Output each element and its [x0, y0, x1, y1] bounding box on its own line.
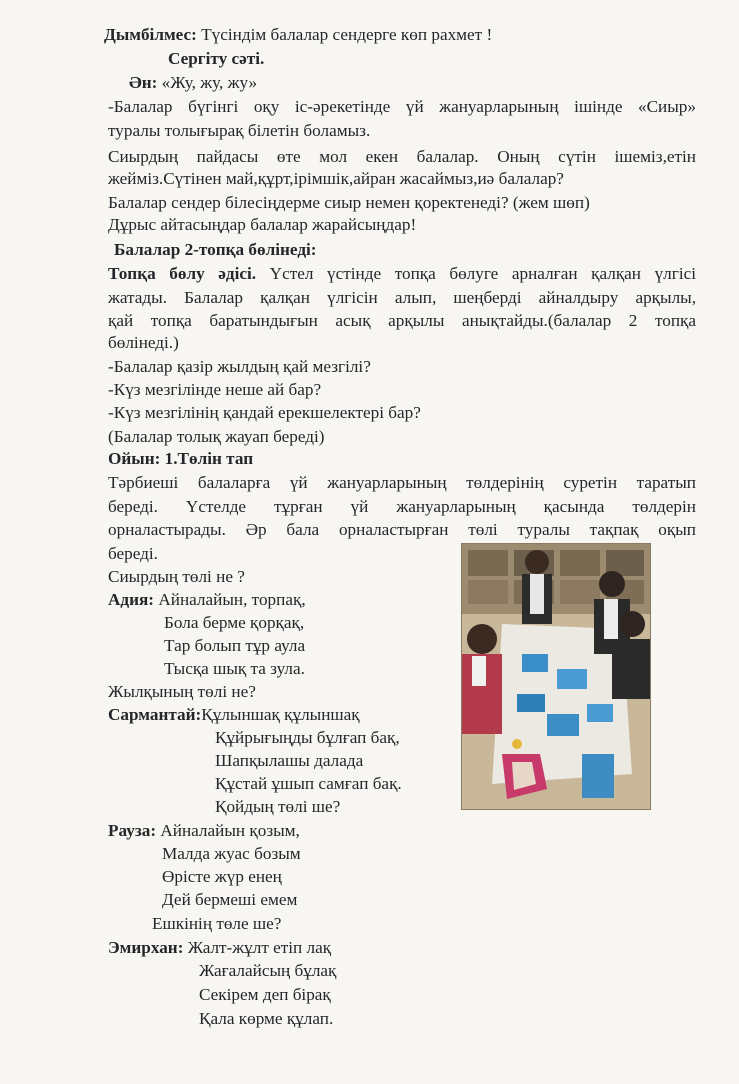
- poem-line: Қала көрме құлап.: [199, 1009, 334, 1028]
- poem-line: Бола берме қорқақ,: [164, 613, 305, 632]
- section-heading: Балалар 2-топқа бөлінеді:: [114, 240, 317, 259]
- classroom-photo: [461, 543, 651, 810]
- question-line: Қойдың төлі ше?: [215, 797, 341, 816]
- question-line: Ешкінің төле ше?: [152, 914, 282, 933]
- paragraph-line: қай топқа баратындығын асық арқылы анықтайды.(балалар 2 топқа: [108, 311, 696, 330]
- poem-line: Тысқа шық та зула.: [164, 659, 305, 678]
- paragraph-line: Сиырдың пайдасы өте мол екен балалар. Оның сүтін ішеміз,етін: [108, 147, 696, 166]
- label: Ән:: [129, 73, 158, 92]
- poem-line: Өрісте жүр енең: [162, 867, 282, 886]
- photo-illustration: [462, 544, 650, 809]
- paragraph-line: орналастырады. Әр бала орналастырған төлі туралы тақпақ оқып: [108, 520, 696, 539]
- paragraph-line: туралы толығырақ білетін боламыз.: [108, 121, 371, 140]
- question-line: -Күз мезгілінде неше ай бар?: [108, 380, 322, 399]
- dialog-line: Рауза: Айналайын қозым,: [108, 821, 300, 840]
- paragraph-line: (Балалар толық жауап береді): [108, 427, 325, 446]
- poem-line: Жағалайсың бұлақ: [199, 961, 337, 980]
- paragraph-line: бөлінеді.): [108, 333, 179, 352]
- poem-line: Тар болып тұр аула: [164, 636, 306, 655]
- dialog-line: Адия: Айналайын, торпақ,: [108, 590, 306, 609]
- paragraph-line: жейміз.Сүтінен май,құрт,ірімшік,айран жасаймыз,иә балалар?: [108, 169, 564, 188]
- speaker-name: Эмирхан:: [108, 938, 184, 957]
- poem-line: Малда жуас бозым: [162, 844, 301, 863]
- poem-line: Секірем деп бірақ: [199, 985, 331, 1004]
- label: Топқа бөлу әдісі.: [108, 264, 257, 283]
- question-line: Жылқының төлі не?: [108, 682, 256, 701]
- speaker-name: Адия:: [108, 590, 155, 609]
- question-line: Сиырдың төлі не ?: [108, 567, 245, 586]
- speaker-name: Рауза:: [108, 821, 157, 840]
- section-heading: Ойын: 1.Төлін тап: [108, 449, 254, 468]
- dialog-line: Дымбілмес: Түсіндім балалар сендерге көп рахмет !: [104, 25, 493, 44]
- question-line: -Балалар қазір жылдың қай мезгілі?: [108, 357, 371, 376]
- poem-line: Құйрығыңды бұлғап бақ,: [215, 728, 400, 747]
- paragraph-line: Тәрбиеші балаларға үй жануарларының төлдерінің суретін таратып: [108, 473, 696, 492]
- speaker-name: Сармантай:: [108, 705, 202, 724]
- poem-line: Шапқылашы далада: [215, 751, 364, 770]
- paragraph-line: Топқа бөлу әдісі. Үстел үстінде топқа бөлуге арналған қалқан үлгісі: [108, 264, 696, 283]
- paragraph-line: Балалар сендер білесіңдерме сиыр немен қоректенеді? (жем шөп): [108, 193, 590, 212]
- paragraph-line: береді. Үстелде тұрған үй жануарларының қасында төлдерін: [108, 497, 696, 516]
- section-heading: Сергіту сәті.: [168, 49, 265, 68]
- poem-line: Дей бермеші емем: [162, 890, 298, 909]
- poem-line: Құстай ұшып самғап бақ.: [215, 774, 402, 793]
- speaker-name: Дымбілмес:: [104, 25, 197, 44]
- dialog-line: Сармантай:Құлыншақ құлыншақ: [108, 705, 360, 724]
- paragraph-line: жатады. Балалар қалқан үлгісін алып, шеңберді айналдыру арқылы,: [108, 288, 696, 307]
- dialog-line: Эмирхан: Жалт-жұлт етіп лақ: [108, 938, 332, 957]
- paragraph-line: Дұрыс айтасыңдар балалар жарайсыңдар!: [108, 215, 417, 234]
- question-line: -Күз мезгілінің қандай ерекшелектері бар?: [108, 403, 421, 422]
- paragraph-line: -Балалар бүгінгі оқу іс-әрекетінде үй жануарларының ішінде «Сиыр»: [108, 97, 696, 116]
- song-line: Ән: «Жу, жу, жу»: [129, 73, 258, 92]
- paragraph-line: береді.: [108, 544, 158, 563]
